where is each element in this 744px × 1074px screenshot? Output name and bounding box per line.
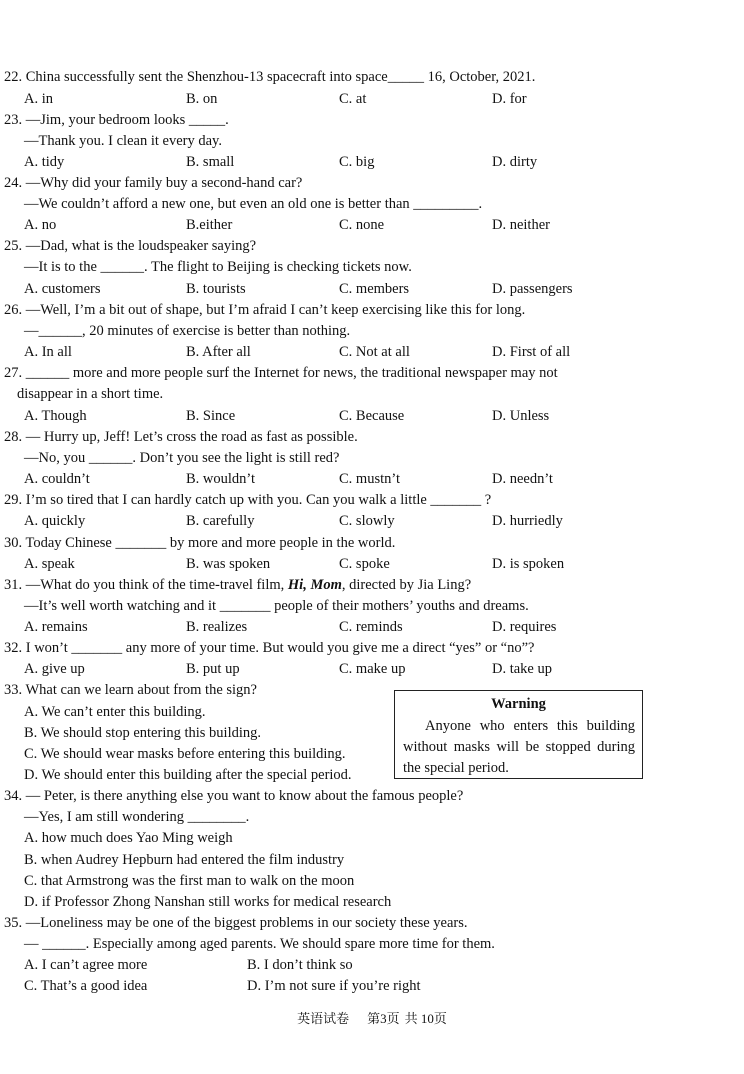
option-b: B. realizes bbox=[186, 619, 248, 635]
question-28-reply: —No, you ______. Don’t you see the light is still red? bbox=[24, 450, 340, 466]
question-28: 28. — Hurry up, Jeff! Let’s cross the road as fast as possible. bbox=[4, 429, 358, 445]
option-c: C. members bbox=[339, 281, 410, 297]
option-c: C. We should wear masks before entering this building. bbox=[24, 746, 346, 762]
option-b: B. We should stop entering this building. bbox=[24, 725, 262, 741]
option-c: C. spoke bbox=[339, 556, 390, 572]
question-27: 27. ______ more and more people surf the Internet for news, the traditional newspaper may not bbox=[4, 365, 558, 381]
option-a: A. tidy bbox=[24, 154, 65, 170]
option-b: B.either bbox=[186, 217, 233, 233]
footer-page: 第3页 bbox=[367, 1011, 400, 1026]
option-d: D. We should enter this building after the special period. bbox=[24, 767, 352, 783]
question-34: 34. — Peter, is there anything else you want to know about the famous people? bbox=[4, 788, 464, 804]
question-32: 32. I won’t _______ any more of your time. But would you give me a direct “yes” or “no”? bbox=[4, 640, 535, 656]
option-a: A. Though bbox=[24, 408, 87, 424]
option-b: B. on bbox=[186, 91, 218, 107]
option-a: A. remains bbox=[24, 619, 88, 635]
option-a: A. how much does Yao Ming weigh bbox=[24, 830, 233, 846]
option-d: D. passengers bbox=[492, 281, 573, 297]
option-d: D. hurriedly bbox=[492, 513, 563, 529]
footer-subject: 英语试卷 bbox=[297, 1011, 350, 1026]
question-26: 26. —Well, I’m a bit out of shape, but I’m afraid I can’t keep exercising like this for long. bbox=[4, 302, 526, 318]
option-b: B. wouldn’t bbox=[186, 471, 256, 487]
option-d: D. requires bbox=[492, 619, 557, 635]
option-b: B. Since bbox=[186, 408, 236, 424]
option-c: C. That’s a good idea bbox=[24, 978, 148, 994]
option-b: B. I don’t think so bbox=[247, 957, 353, 973]
option-a: A. We can’t enter this building. bbox=[24, 704, 206, 720]
question-35: 35. —Loneliness may be one of the biggest problems in our society these years. bbox=[4, 915, 468, 931]
option-a: A. I can’t agree more bbox=[24, 957, 148, 973]
question-25-reply: —It is to the ______. The flight to Beijing is checking tickets now. bbox=[24, 259, 412, 275]
question-35-reply: — ______. Especially among aged parents. We should spare more time for them. bbox=[24, 936, 495, 952]
question-24-reply: —We couldn’t afford a new one, but even an old one is better than _________. bbox=[24, 196, 483, 212]
question-30: 30. Today Chinese _______ by more and more people in the world. bbox=[4, 535, 396, 551]
option-c: C. reminds bbox=[339, 619, 403, 635]
option-d: D. Unless bbox=[492, 408, 550, 424]
option-a: A. quickly bbox=[24, 513, 86, 529]
option-a: A. in bbox=[24, 91, 53, 107]
option-c: C. slowly bbox=[339, 513, 395, 529]
question-27-continued: disappear in a short time. bbox=[17, 386, 164, 402]
option-c: C. at bbox=[339, 91, 367, 107]
question-34-reply: —Yes, I am still wondering ________. bbox=[24, 809, 250, 825]
option-a: A. give up bbox=[24, 661, 85, 677]
option-b: B. carefully bbox=[186, 513, 255, 529]
question-23-reply: —Thank you. I clean it every day. bbox=[24, 133, 222, 149]
option-d: D. I’m not sure if you’re right bbox=[247, 978, 421, 994]
option-d: D. neither bbox=[492, 217, 550, 233]
question-33: 33. What can we learn about from the sign? bbox=[4, 682, 257, 698]
question-31-text: 31. —What do you think of the time-travel film, bbox=[4, 577, 288, 593]
option-c: C. none bbox=[339, 217, 385, 233]
warning-title: Warning bbox=[491, 696, 546, 712]
question-31-text-end: , directed by Jia Ling? bbox=[341, 577, 472, 593]
option-a: A. customers bbox=[24, 281, 101, 297]
option-a: A. speak bbox=[24, 556, 75, 572]
option-c: C. make up bbox=[339, 661, 406, 677]
question-24: 24. —Why did your family buy a second-hand car? bbox=[4, 175, 303, 191]
option-b: B. After all bbox=[186, 344, 251, 360]
option-b: B. put up bbox=[186, 661, 240, 677]
option-b: B. was spoken bbox=[186, 556, 271, 572]
option-a: A. In all bbox=[24, 344, 72, 360]
option-c: C. Not at all bbox=[339, 344, 410, 360]
question-23: 23. —Jim, your bedroom looks _____. bbox=[4, 112, 229, 128]
option-b: B. tourists bbox=[186, 281, 246, 297]
page-footer bbox=[0, 1011, 744, 1027]
question-25: 25. —Dad, what is the loudspeaker saying? bbox=[4, 238, 257, 254]
option-b: B. small bbox=[186, 154, 235, 170]
question-26-reply: —______, 20 minutes of exercise is better than nothing. bbox=[24, 323, 351, 339]
option-d: D. First of all bbox=[492, 344, 571, 360]
question-29: 29. I’m so tired that I can hardly catch up with you. Can you walk a little _______ ? bbox=[4, 492, 492, 508]
option-a: A. couldn’t bbox=[24, 471, 90, 487]
option-d: D. dirty bbox=[492, 154, 538, 170]
option-c: C. mustn’t bbox=[339, 471, 400, 487]
footer-total: 共 10页 bbox=[404, 1011, 447, 1026]
option-a: A. no bbox=[24, 217, 57, 233]
warning-text: Anyone who enters this building without masks will be stopped during the special period. bbox=[403, 718, 635, 776]
option-c: C. Because bbox=[339, 408, 405, 424]
question-22: 22. China successfully sent the Shenzhou-13 spacecraft into space_____ 16, October, 2021. bbox=[4, 69, 536, 85]
option-d: D. is spoken bbox=[492, 556, 565, 572]
option-c: C. that Armstrong was the first man to walk on the moon bbox=[24, 873, 355, 889]
option-c: C. big bbox=[339, 154, 375, 170]
option-d: D. needn’t bbox=[492, 471, 553, 487]
question-31 bbox=[4, 576, 471, 594]
option-b: B. when Audrey Hepburn had entered the film industry bbox=[24, 852, 345, 868]
option-d: D. if Professor Zhong Nanshan still works for medical research bbox=[24, 894, 392, 910]
question-31-reply: —It’s well worth watching and it _______ people of their mothers’ youths and dreams. bbox=[24, 598, 529, 614]
option-d: D. for bbox=[492, 91, 527, 107]
warning-sign bbox=[394, 690, 643, 779]
film-title: Hi, Mom bbox=[287, 577, 342, 593]
option-d: D. take up bbox=[492, 661, 552, 677]
